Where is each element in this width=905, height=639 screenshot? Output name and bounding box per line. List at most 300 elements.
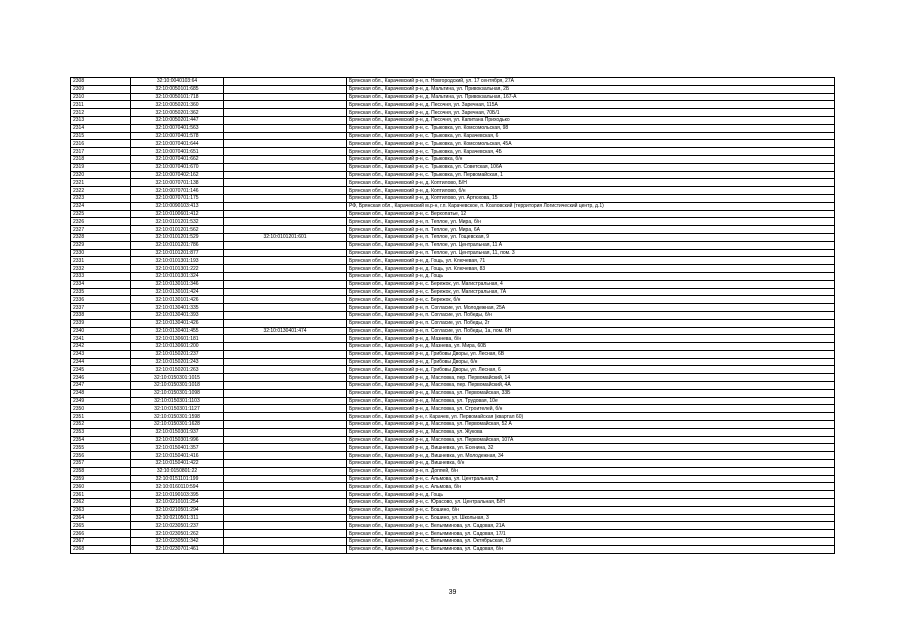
row-number-cell: 2312	[71, 109, 131, 117]
row-number-cell: 2324	[71, 202, 131, 210]
related-cadastral-number-cell	[224, 421, 347, 429]
related-cadastral-number-cell	[224, 218, 347, 226]
related-cadastral-number-cell	[224, 530, 347, 538]
address-cell: Брянская обл., Карачевский р-н, д. Масловка, ул. Первомайская, 33Б	[347, 389, 835, 397]
address-cell: Брянская обл., Карачевский р-н, д. Мазнева, б/н	[347, 335, 835, 343]
table-row	[71, 491, 835, 499]
cadastral-number-cell: 32:10:0101301:222	[131, 265, 224, 273]
address-cell: Брянская обл., Карачевский р-н, д. Мальтина, ул. Привокзальная, 167-А	[347, 93, 835, 101]
row-number-cell: 2367	[71, 538, 131, 546]
cadastral-number-cell: 32:10:0150401:422	[131, 460, 224, 468]
table-row	[71, 327, 835, 335]
cadastral-number-cell: 32:10:0101201:529	[131, 233, 224, 241]
address-cell: Брянская обл., Карачевский р-н, д. Коптилово, б/н	[347, 187, 835, 195]
related-cadastral-number-cell	[224, 382, 347, 390]
row-number-cell: 2347	[71, 382, 131, 390]
related-cadastral-number-cell	[224, 155, 347, 163]
row-number-cell: 2357	[71, 460, 131, 468]
cadastral-number-cell: 32:10:0210501:311	[131, 514, 224, 522]
table-row	[71, 436, 835, 444]
row-number-cell: 2346	[71, 374, 131, 382]
address-cell: Брянская обл., Карачевский р-н, с. Альмова, ул. Центральная, 2	[347, 475, 835, 483]
address-cell: РФ, Брянская обл., Карачевский м.р-н, г.п. Карачевское, п. Козловский (территория Логистический центр, д.1)	[347, 202, 835, 210]
cadastral-number-cell: 32:10:0101201:532	[131, 218, 224, 226]
row-number-cell: 2317	[71, 148, 131, 156]
cadastral-number-cell: 32:10:0150301:1628	[131, 421, 224, 429]
address-cell: Брянская обл., Карачевский р-н, с. Вельяминова, ул. Садовая, 21А	[347, 522, 835, 530]
table-row	[71, 366, 835, 374]
related-cadastral-number-cell	[224, 187, 347, 195]
related-cadastral-number-cell	[224, 109, 347, 117]
cadastral-number-cell: 32:10:0070401:662	[131, 155, 224, 163]
cadastral-number-cell: 32:10:0130401:393	[131, 311, 224, 319]
related-cadastral-number-cell: 32:10:0130401:474	[224, 327, 347, 335]
row-number-cell: 2326	[71, 218, 131, 226]
table-row	[71, 241, 835, 249]
address-cell: Брянская обл., Карачевский р-н, с. Верхопатье, 12	[347, 210, 835, 218]
related-cadastral-number-cell	[224, 210, 347, 218]
related-cadastral-number-cell	[224, 358, 347, 366]
related-cadastral-number-cell	[224, 319, 347, 327]
address-cell: Брянская обл., Карачевский р-н, д. Масловка, ул. Трудовая, 10е	[347, 397, 835, 405]
related-cadastral-number-cell	[224, 93, 347, 101]
table-row	[71, 467, 835, 475]
row-number-cell: 2344	[71, 358, 131, 366]
cadastral-number-cell: 32:10:0070401:644	[131, 140, 224, 148]
table-row	[71, 280, 835, 288]
related-cadastral-number-cell	[224, 335, 347, 343]
address-cell: Брянская обл., Карачевский р-н, с. Трыковка, ул. Карачевская, 6	[347, 132, 835, 140]
table-row	[71, 460, 835, 468]
table-row	[71, 85, 835, 93]
row-number-cell: 2337	[71, 304, 131, 312]
cadastral-number-cell: 32:10:0130101:424	[131, 288, 224, 296]
cadastral-number-cell: 32:10:0101301:193	[131, 257, 224, 265]
related-cadastral-number-cell	[224, 483, 347, 491]
table-row	[71, 109, 835, 117]
row-number-cell: 2356	[71, 452, 131, 460]
address-cell: Брянская обл., Карачевский р-н, д. Гощь	[347, 491, 835, 499]
row-number-cell: 2341	[71, 335, 131, 343]
address-cell: Брянская обл., Карачевский р-н, с. Вельяминова, ул. Октябрьская, 19	[347, 538, 835, 546]
cadastral-number-cell: 32:10:0160110:594	[131, 483, 224, 491]
table-row	[71, 226, 835, 234]
cadastral-number-cell: 32:10:0070401:578	[131, 132, 224, 140]
address-cell: Брянская обл., Карачевский р-н, д. Коптилово, Б/Н	[347, 179, 835, 187]
address-cell: Брянская обл., Карачевский р-н, д. Грибовы Дворы, б/н	[347, 358, 835, 366]
address-cell: Брянская обл., Карачевский р-н, п. Теплое, ул. Мира, 6А	[347, 226, 835, 234]
related-cadastral-number-cell	[224, 124, 347, 132]
row-number-cell: 2309	[71, 85, 131, 93]
row-number-cell: 2349	[71, 397, 131, 405]
cadastral-number-cell: 32:10:0101201:562	[131, 226, 224, 234]
row-number-cell: 2330	[71, 249, 131, 257]
address-cell: Брянская обл., Карачевский р-н, д. Мазнева, ул. Мира, 60Б	[347, 343, 835, 351]
cadastral-number-cell: 32:10:0150201:237	[131, 350, 224, 358]
address-cell: Брянская обл., Карачевский р-н, п. Теплое, ул. Гощевская, 9	[347, 233, 835, 241]
table-row	[71, 397, 835, 405]
cadastral-number-cell: 32:10:0050101:685	[131, 85, 224, 93]
cadastral-number-cell: 32:10:0101201:877	[131, 249, 224, 257]
cadastral-number-cell: 32:10:0070401:651	[131, 148, 224, 156]
table-row	[71, 272, 835, 280]
related-cadastral-number-cell	[224, 249, 347, 257]
address-cell: Брянская обл., Карачевский р-н, д. Масловка, ул. Первомайская, 52 А	[347, 421, 835, 429]
related-cadastral-number-cell	[224, 140, 347, 148]
row-number-cell: 2320	[71, 171, 131, 179]
table-row	[71, 93, 835, 101]
table-row	[71, 296, 835, 304]
related-cadastral-number-cell	[224, 545, 347, 553]
related-cadastral-number-cell	[224, 272, 347, 280]
cadastral-number-cell: 32:10:0050201:447	[131, 116, 224, 124]
row-number-cell: 2360	[71, 483, 131, 491]
row-number-cell: 2333	[71, 272, 131, 280]
address-cell: Брянская обл., Карачевский р-н, п. Согласие, ул. Победы, 1а, пом. 6Н	[347, 327, 835, 335]
address-cell: Брянская обл., Карачевский р-н, д. Грибовы Дворы, ул. Лесная, 6В	[347, 350, 835, 358]
row-number-cell: 2359	[71, 475, 131, 483]
address-cell: Брянская обл., Карачевский р-н, п. Новгородский, ул. 17 сентября, 27А	[347, 78, 835, 86]
related-cadastral-number-cell	[224, 296, 347, 304]
cadastral-number-cell: 32:10:0150201:263	[131, 366, 224, 374]
related-cadastral-number-cell	[224, 413, 347, 421]
cadastral-number-cell: 32:10:0050101:718	[131, 93, 224, 101]
cadastral-number-cell: 32:10:0150801:22	[131, 467, 224, 475]
row-number-cell: 2323	[71, 194, 131, 202]
table-row	[71, 101, 835, 109]
related-cadastral-number-cell	[224, 428, 347, 436]
table-row	[71, 538, 835, 546]
table-row	[71, 210, 835, 218]
row-number-cell: 2315	[71, 132, 131, 140]
related-cadastral-number-cell	[224, 85, 347, 93]
address-cell: Брянская обл., Карачевский р-н, д. Масловка, пер. Первомайский, 14	[347, 374, 835, 382]
row-number-cell: 2340	[71, 327, 131, 335]
address-cell: Брянская обл., Карачевский р-н, с. Трыковка, ул. Советская, 106А	[347, 163, 835, 171]
cadastral-number-cell: 32:10:0150301:1015	[131, 374, 224, 382]
table-row	[71, 475, 835, 483]
address-cell: Брянская обл., Карачевский р-н, с. Вельяминова, ул. Садовая, 17/1	[347, 530, 835, 538]
cadastral-number-cell: 32:10:0230501:262	[131, 530, 224, 538]
cadastral-number-cell: 32:10:0230501:237	[131, 522, 224, 530]
related-cadastral-number-cell	[224, 506, 347, 514]
cadastral-number-cell: 32:10:0070701:138	[131, 179, 224, 187]
address-cell: Брянская обл., Карачевский р-н, с. Бережок, б/н	[347, 296, 835, 304]
row-number-cell: 2311	[71, 101, 131, 109]
cadastral-number-cell: 32:10:0150401:416	[131, 452, 224, 460]
address-cell: Брянская обл., Карачевский р-н, д. Масловка, ул. Первомайская, 107А	[347, 436, 835, 444]
row-number-cell: 2334	[71, 280, 131, 288]
table-row	[71, 218, 835, 226]
row-number-cell: 2318	[71, 155, 131, 163]
address-cell: Брянская обл., Карачевский р-н, д. Песочня, ул. Заречная, 70Б/1	[347, 109, 835, 117]
table-row	[71, 499, 835, 507]
cadastral-number-cell: 32:10:0151101:199	[131, 475, 224, 483]
table-row	[71, 202, 835, 210]
row-number-cell: 2343	[71, 350, 131, 358]
address-cell: Брянская обл., Карачевский р-н, с. Альмова, б/н	[347, 483, 835, 491]
table-row	[71, 522, 835, 530]
cadastral-number-cell: 32:10:0130101:426	[131, 296, 224, 304]
related-cadastral-number-cell	[224, 171, 347, 179]
table-row	[71, 358, 835, 366]
cadastral-number-cell: 32:10:0230501:342	[131, 538, 224, 546]
cadastral-number-cell: 32:10:0130601:181	[131, 335, 224, 343]
related-cadastral-number-cell	[224, 460, 347, 468]
table-row	[71, 163, 835, 171]
related-cadastral-number-cell	[224, 499, 347, 507]
related-cadastral-number-cell	[224, 116, 347, 124]
related-cadastral-number-cell	[224, 226, 347, 234]
related-cadastral-number-cell: 32:10:0101201:601	[224, 233, 347, 241]
table-row	[71, 249, 835, 257]
address-cell: Брянская обл., Карачевский р-н, д. Гощь, ул. Ключевая, 71	[347, 257, 835, 265]
row-number-cell: 2355	[71, 444, 131, 452]
related-cadastral-number-cell	[224, 452, 347, 460]
row-number-cell: 2321	[71, 179, 131, 187]
cadastral-number-cell: 32:10:0150301:1018	[131, 382, 224, 390]
row-number-cell: 2310	[71, 93, 131, 101]
cadastral-number-cell: 32:10:0130401:455	[131, 327, 224, 335]
cadastral-number-cell: 32:10:0040103:64	[131, 78, 224, 86]
address-cell: Брянская обл., Карачевский р-н, д. Грибовы Дворы, ул. Лесная, 6	[347, 366, 835, 374]
cadastral-number-cell: 32:10:0150301:1127	[131, 405, 224, 413]
table-row	[71, 483, 835, 491]
row-number-cell: 2339	[71, 319, 131, 327]
address-cell: Брянская обл., Карачевский р-н, д. Песочня, ул. Капитана Приходько	[347, 116, 835, 124]
address-cell: Брянская обл., Карачевский р-н, с. Юрасово, ул. Центральная, Б/Н	[347, 499, 835, 507]
related-cadastral-number-cell	[224, 343, 347, 351]
table-row	[71, 343, 835, 351]
cadastral-number-cell: 32:10:0101301:324	[131, 272, 224, 280]
row-number-cell: 2354	[71, 436, 131, 444]
related-cadastral-number-cell	[224, 101, 347, 109]
table-row	[71, 452, 835, 460]
cadastral-number-cell: 32:10:0050201:360	[131, 101, 224, 109]
related-cadastral-number-cell	[224, 257, 347, 265]
row-number-cell: 2348	[71, 389, 131, 397]
row-number-cell: 2345	[71, 366, 131, 374]
related-cadastral-number-cell	[224, 311, 347, 319]
related-cadastral-number-cell	[224, 436, 347, 444]
address-cell: Брянская обл., Карачевский р-н, д. Масловка, ул. Жукова	[347, 428, 835, 436]
table-row	[71, 530, 835, 538]
address-cell: Брянская обл., Карачевский р-н, д. Гощь	[347, 272, 835, 280]
table-row	[71, 545, 835, 553]
address-cell: Брянская обл., Карачевский р-н, п. Согласие, ул. Победы, б/н	[347, 311, 835, 319]
address-cell: Брянская обл., Карачевский р-н, п. Доппей, б/н	[347, 467, 835, 475]
address-cell: Брянская обл., Карачевский р-н, п. Согласие, ул. Победы, 2г	[347, 319, 835, 327]
table-row	[71, 350, 835, 358]
row-number-cell: 2361	[71, 491, 131, 499]
address-cell: Брянская обл., Карачевский р-н, д. Вишневка, б/н	[347, 460, 835, 468]
row-number-cell: 2319	[71, 163, 131, 171]
row-number-cell: 2358	[71, 467, 131, 475]
row-number-cell: 2313	[71, 116, 131, 124]
address-cell: Брянская обл., Карачевский р-н, д. Песочня, ул. Заречная, 115А	[347, 101, 835, 109]
cadastral-number-cell: 32:10:0150301:1598	[131, 413, 224, 421]
page-number: 39	[448, 589, 457, 596]
related-cadastral-number-cell	[224, 491, 347, 499]
related-cadastral-number-cell	[224, 241, 347, 249]
table-row	[71, 405, 835, 413]
related-cadastral-number-cell	[224, 514, 347, 522]
table-row	[71, 257, 835, 265]
related-cadastral-number-cell	[224, 265, 347, 273]
table-row	[71, 514, 835, 522]
address-cell: Брянская обл., Карачевский р-н, п. Теплое, ул. Мира, б/н	[347, 218, 835, 226]
address-cell: Брянская обл., Карачевский р-н, с. Трыковка, ул. Комсомольская, 98	[347, 124, 835, 132]
table-row	[71, 374, 835, 382]
table-row	[71, 428, 835, 436]
table-row	[71, 421, 835, 429]
address-cell: Брянская обл., Карачевский р-н, г. Карачев, ул. Первомайская (квартал 60)	[347, 413, 835, 421]
address-cell: Брянская обл., Карачевский р-н, д. Коптилово, ул. Артюхова, 15	[347, 194, 835, 202]
address-cell: Брянская обл., Карачевский р-н, п. Теплое, ул. Центральная, 11, пом. 3	[347, 249, 835, 257]
related-cadastral-number-cell	[224, 397, 347, 405]
cadastral-number-cell: 32:10:0090103:413	[131, 202, 224, 210]
cadastral-number-cell: 32:10:0190103:395	[131, 491, 224, 499]
table-row	[71, 233, 835, 241]
cadastral-number-cell: 32:10:0130401:426	[131, 319, 224, 327]
related-cadastral-number-cell	[224, 444, 347, 452]
related-cadastral-number-cell	[224, 179, 347, 187]
related-cadastral-number-cell	[224, 78, 347, 86]
document-table	[70, 77, 835, 554]
cadastral-number-cell: 32:10:0101201:786	[131, 241, 224, 249]
table-row	[71, 148, 835, 156]
related-cadastral-number-cell	[224, 350, 347, 358]
address-cell: Брянская обл., Карачевский р-н, д. Вишневка, ул. Есенина, 32	[347, 444, 835, 452]
address-cell: Брянская обл., Карачевский р-н, с. Бошино, ул. Школьная, 3	[347, 514, 835, 522]
row-number-cell: 2331	[71, 257, 131, 265]
row-number-cell: 2325	[71, 210, 131, 218]
row-number-cell: 2322	[71, 187, 131, 195]
related-cadastral-number-cell	[224, 202, 347, 210]
row-number-cell: 2329	[71, 241, 131, 249]
address-cell: Брянская обл., Карачевский р-н, с. Трыковка, ул. Карачевская, 4Б	[347, 148, 835, 156]
table-row	[71, 132, 835, 140]
row-number-cell: 2335	[71, 288, 131, 296]
related-cadastral-number-cell	[224, 405, 347, 413]
related-cadastral-number-cell	[224, 148, 347, 156]
row-number-cell: 2351	[71, 413, 131, 421]
cadastral-number-cell: 32:10:0130101:346	[131, 280, 224, 288]
table-body	[71, 78, 835, 554]
row-number-cell: 2314	[71, 124, 131, 132]
table-row	[71, 413, 835, 421]
cadastral-number-cell: 32:10:0210501:294	[131, 506, 224, 514]
cadastral-number-cell: 32:10:0050201:362	[131, 109, 224, 117]
row-number-cell: 2308	[71, 78, 131, 86]
related-cadastral-number-cell	[224, 389, 347, 397]
row-number-cell: 2364	[71, 514, 131, 522]
cadastral-number-cell: 32:10:0150301:937	[131, 428, 224, 436]
row-number-cell: 2332	[71, 265, 131, 273]
table-row	[71, 335, 835, 343]
row-number-cell: 2328	[71, 233, 131, 241]
table-row	[71, 78, 835, 86]
table-row	[71, 265, 835, 273]
related-cadastral-number-cell	[224, 538, 347, 546]
row-number-cell: 2336	[71, 296, 131, 304]
address-cell: Брянская обл., Карачевский р-н, д. Масловка, ул. Строителей, б/н	[347, 405, 835, 413]
cadastral-number-cell: 32:10:0070701:146	[131, 187, 224, 195]
table-row	[71, 311, 835, 319]
address-cell: Брянская обл., Карачевский р-н, с. Бережок, ул. Магистральная, 7А	[347, 288, 835, 296]
table-row	[71, 179, 835, 187]
cadastral-number-cell: 32:10:0070402:162	[131, 171, 224, 179]
row-number-cell: 2363	[71, 506, 131, 514]
cadastral-number-cell: 32:10:0070401:563	[131, 124, 224, 132]
row-number-cell: 2368	[71, 545, 131, 553]
address-cell: Брянская обл., Карачевский р-н, с. Вельяминова, ул. Садовая, б/н	[347, 545, 835, 553]
address-cell: Брянская обл., Карачевский р-н, п. Согласие, ул. Молодежная, 25А	[347, 304, 835, 312]
table-row	[71, 389, 835, 397]
address-cell: Брянская обл., Карачевский р-н, д. Вишневка, ул. Молодежная, 34	[347, 452, 835, 460]
table-row	[71, 124, 835, 132]
cadastral-number-cell: 32:10:0130401:335	[131, 304, 224, 312]
table-row	[71, 140, 835, 148]
row-number-cell: 2366	[71, 530, 131, 538]
related-cadastral-number-cell	[224, 374, 347, 382]
row-number-cell: 2362	[71, 499, 131, 507]
address-cell: Брянская обл., Карачевский р-н, с. Трыковка, б/н	[347, 155, 835, 163]
row-number-cell: 2352	[71, 421, 131, 429]
related-cadastral-number-cell	[224, 522, 347, 530]
cadastral-number-cell: 32:10:0070401:670	[131, 163, 224, 171]
table-row	[71, 155, 835, 163]
row-number-cell: 2342	[71, 343, 131, 351]
cadastral-number-cell: 32:10:0150201:243	[131, 358, 224, 366]
row-number-cell: 2316	[71, 140, 131, 148]
table-row	[71, 171, 835, 179]
address-cell: Брянская обл., Карачевский р-н, с. Трыковка, ул. Первомайская, 1	[347, 171, 835, 179]
cadastral-number-cell: 32:10:0100601:412	[131, 210, 224, 218]
related-cadastral-number-cell	[224, 163, 347, 171]
row-number-cell: 2365	[71, 522, 131, 530]
address-cell: Брянская обл., Карачевский р-н, п. Теплое, ул. Центральная, 11 А	[347, 241, 835, 249]
table-row	[71, 116, 835, 124]
cadastral-number-cell: 32:10:0150301:1103	[131, 397, 224, 405]
related-cadastral-number-cell	[224, 467, 347, 475]
cadastral-number-cell: 32:10:0130601:200	[131, 343, 224, 351]
table-row	[71, 288, 835, 296]
address-cell: Брянская обл., Карачевский р-н, с. Бережок, ул. Магистральная, 4	[347, 280, 835, 288]
table-row	[71, 194, 835, 202]
row-number-cell: 2327	[71, 226, 131, 234]
cadastral-number-cell: 32:10:0150301:996	[131, 436, 224, 444]
cadastral-number-cell: 32:10:0150301:1098	[131, 389, 224, 397]
cadastral-number-cell: 32:10:0230701:461	[131, 545, 224, 553]
table-row	[71, 304, 835, 312]
related-cadastral-number-cell	[224, 194, 347, 202]
address-cell: Брянская обл., Карачевский р-н, д. Мальтина, ул. Привокзальная, 2Б	[347, 85, 835, 93]
table-row	[71, 187, 835, 195]
row-number-cell: 2338	[71, 311, 131, 319]
cadastral-number-cell: 32:10:0210101:254	[131, 499, 224, 507]
related-cadastral-number-cell	[224, 280, 347, 288]
cadastral-number-cell: 32:10:0150401:357	[131, 444, 224, 452]
related-cadastral-number-cell	[224, 304, 347, 312]
address-cell: Брянская обл., Карачевский р-н, д. Масловка, пер. Первомайский, 4А	[347, 382, 835, 390]
table-row	[71, 382, 835, 390]
related-cadastral-number-cell	[224, 132, 347, 140]
table-row	[71, 444, 835, 452]
cadastral-number-cell: 32:10:0070701:175	[131, 194, 224, 202]
related-cadastral-number-cell	[224, 366, 347, 374]
row-number-cell: 2350	[71, 405, 131, 413]
